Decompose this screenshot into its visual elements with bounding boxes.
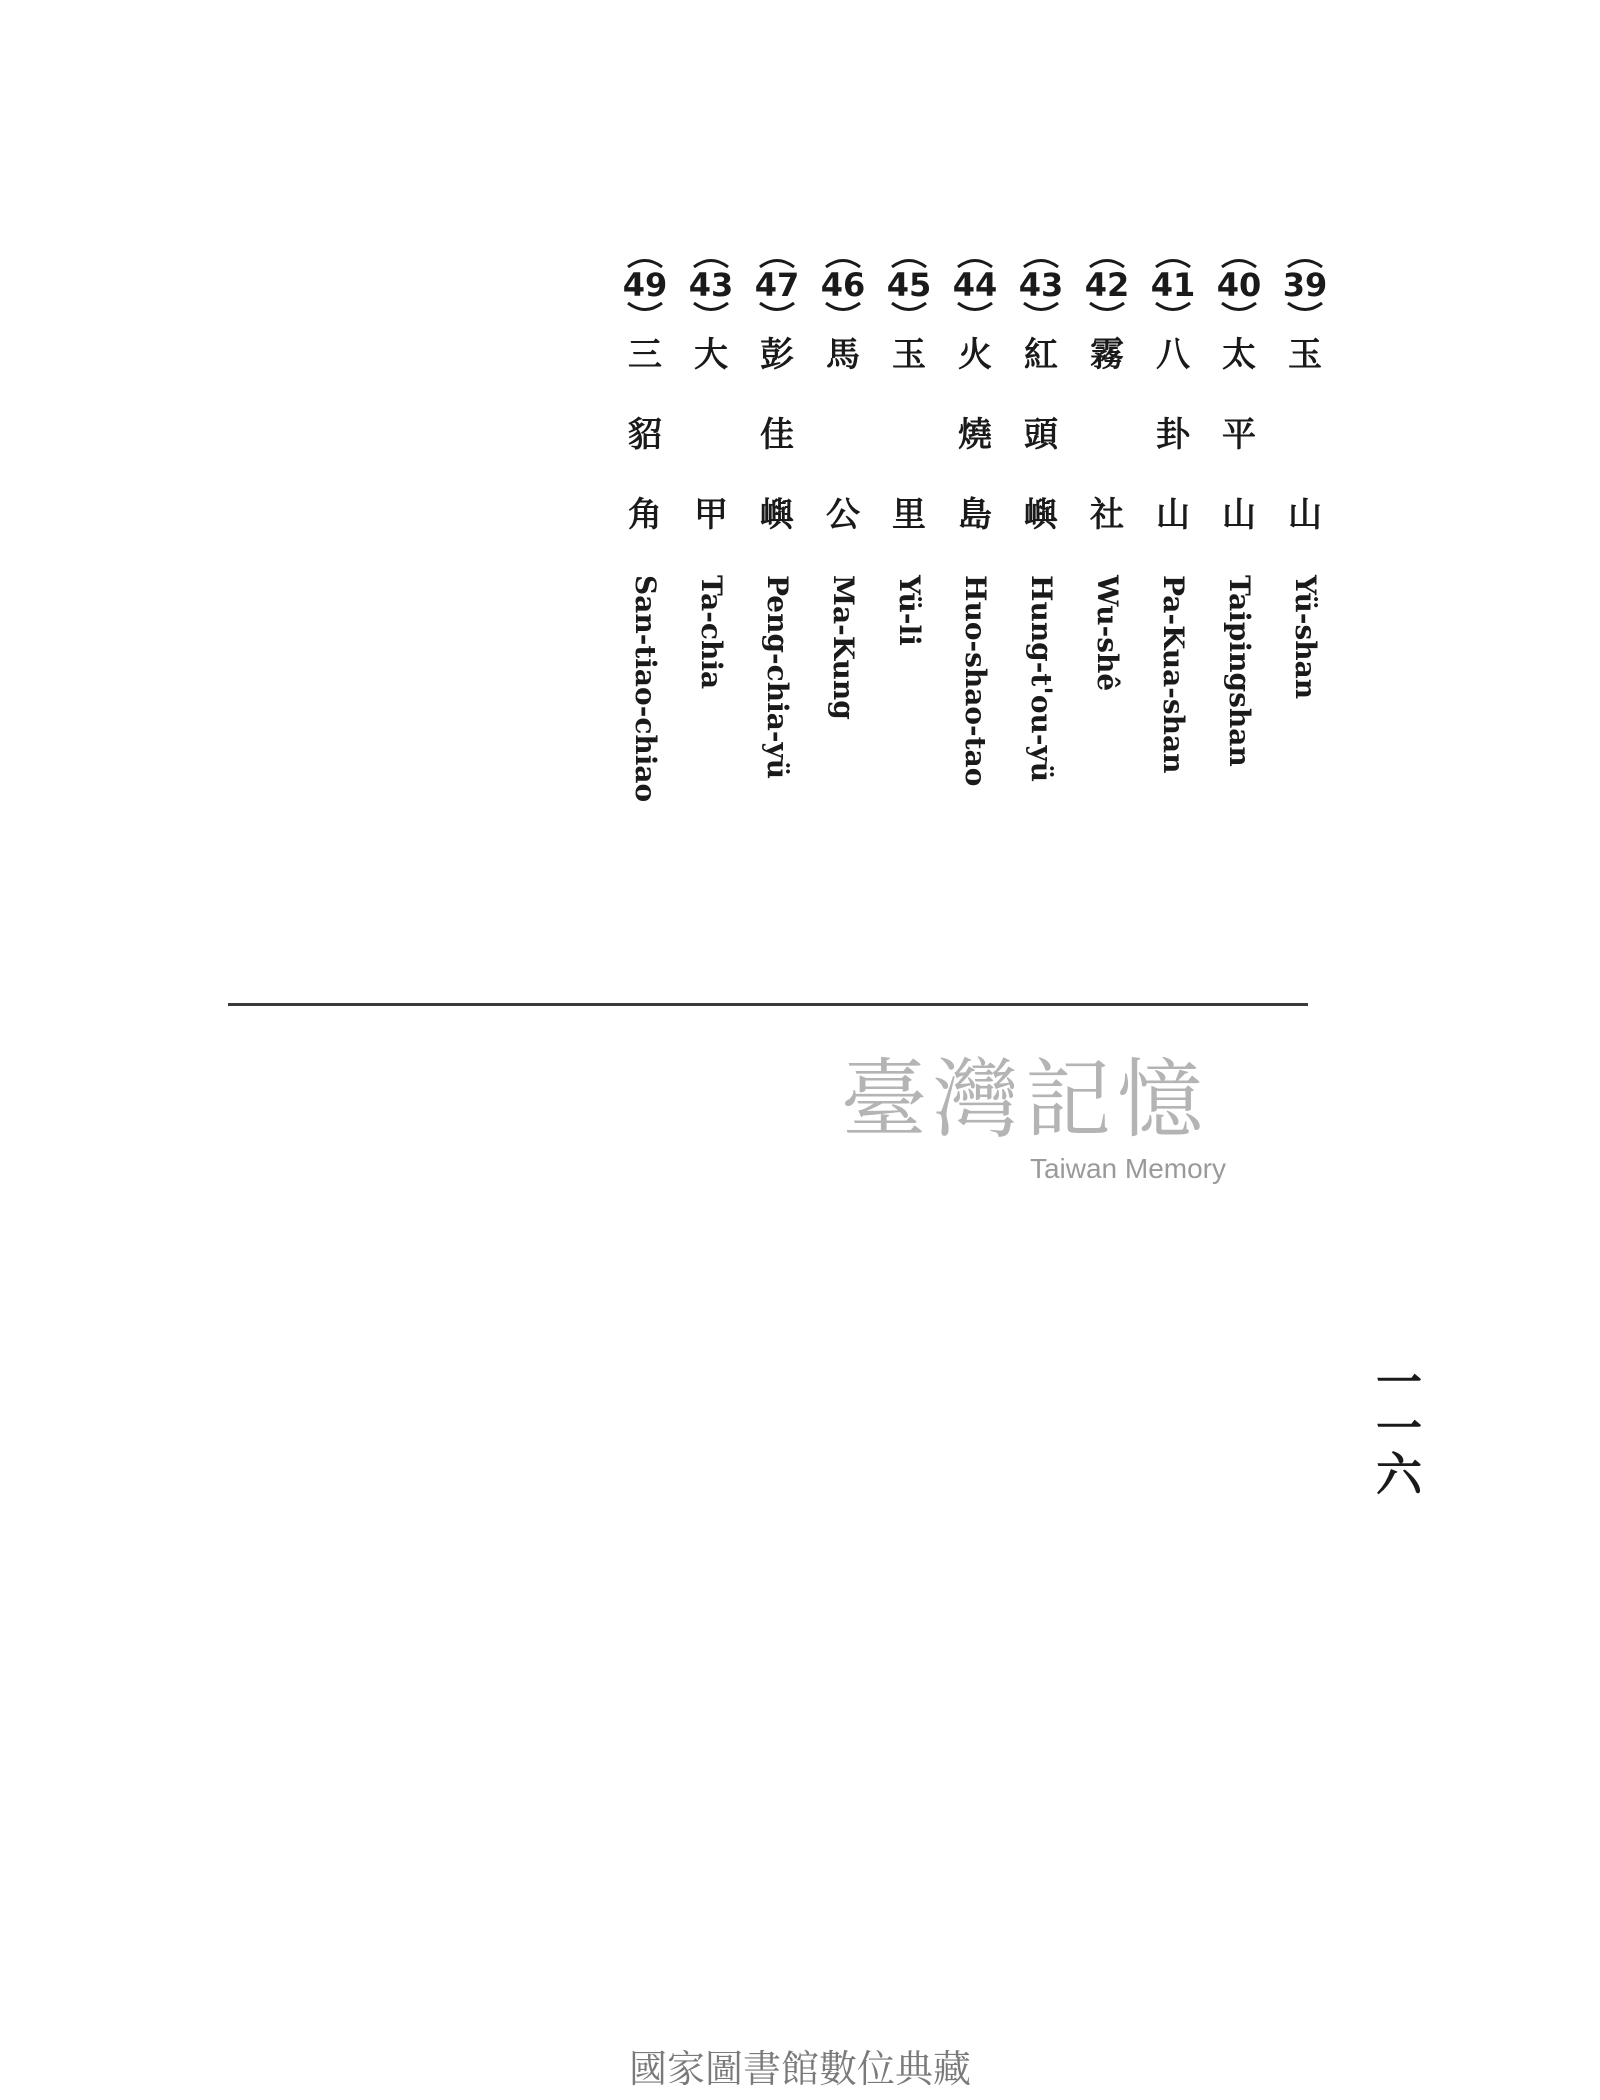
entry-number-text: 43 (1018, 266, 1064, 304)
entry-number (1145, 245, 1201, 325)
paren-bottom-icon (625, 302, 665, 314)
entry-character: 彭 (760, 335, 794, 375)
entry-chinese-name (815, 335, 871, 535)
paren-bottom-icon (955, 302, 995, 314)
entry-character: 太 (1222, 335, 1256, 375)
place-entry (749, 245, 805, 825)
paren-bottom-icon (823, 302, 863, 314)
entry-chinese-name (1211, 335, 1267, 535)
entry-number (947, 245, 1003, 325)
entry-number-text: 42 (1084, 266, 1130, 304)
paren-bottom-icon (1219, 302, 1259, 314)
entry-character: 火 (958, 335, 992, 375)
entry-number (815, 245, 871, 325)
entry-chinese-name (1079, 335, 1135, 535)
entry-character: 佳 (760, 415, 794, 455)
place-entry (881, 245, 937, 825)
place-entry (1079, 245, 1135, 825)
entry-character: 角 (628, 495, 662, 535)
entry-chinese-name (1145, 335, 1201, 535)
entry-number (749, 245, 805, 325)
entry-number (1211, 245, 1267, 325)
entry-chinese-name (749, 335, 805, 535)
place-entry (617, 245, 673, 825)
entry-chinese-name (683, 335, 739, 535)
entry-character: 公 (826, 495, 860, 535)
entry-number-text: 45 (886, 266, 932, 304)
paren-bottom-icon (1087, 302, 1127, 314)
entry-character: 嶼 (760, 495, 794, 535)
entry-number-text: 40 (1216, 266, 1262, 304)
entry-number-text: 49 (622, 266, 668, 304)
entry-character: 大 (694, 335, 728, 375)
entry-number (881, 245, 937, 325)
place-entry (683, 245, 739, 825)
entry-romanized-name: Wu-shê (1091, 575, 1124, 692)
entry-character: 玉 (892, 335, 926, 375)
entry-character: 三 (628, 335, 662, 375)
entry-chinese-name (617, 335, 673, 535)
entry-chinese-name (881, 335, 937, 535)
taiwan-memory-watermark (790, 1045, 1260, 1205)
entry-number-text: 41 (1150, 266, 1196, 304)
place-entry (815, 245, 871, 825)
entry-number (1079, 245, 1135, 325)
place-entry (1145, 245, 1201, 825)
entry-number-text: 39 (1282, 266, 1328, 304)
entry-romanized-name: Taipingshan (1223, 575, 1256, 767)
entry-romanized-name: Peng-chia-yü (761, 575, 794, 780)
entry-number-text: 44 (952, 266, 998, 304)
entry-character: 卦 (1156, 415, 1190, 455)
horizontal-rule (228, 1003, 1308, 1006)
place-entry (1013, 245, 1069, 825)
entry-character: 山 (1288, 495, 1322, 535)
paren-bottom-icon (691, 302, 731, 314)
entry-character: 紅 (1024, 335, 1058, 375)
entry-character: 馬 (826, 335, 860, 375)
entry-character: 里 (892, 495, 926, 535)
entry-number (1013, 245, 1069, 325)
entry-romanized-name: San-tiao-chiao (629, 575, 662, 803)
entry-number-text: 43 (688, 266, 734, 304)
footer-collection-label: 國家圖書館數位典藏 (628, 2047, 971, 2091)
place-entry (947, 245, 1003, 825)
entry-chinese-name (1013, 335, 1069, 535)
entry-number (617, 245, 673, 325)
entry-character: 霧 (1090, 335, 1124, 375)
watermark-chinese: 臺灣記憶 (841, 1050, 1209, 1150)
entry-character: 貂 (628, 415, 662, 455)
paren-bottom-icon (1285, 302, 1325, 314)
entry-chinese-name (1277, 335, 1333, 535)
entry-romanized-name: Pa-Kua-shan (1157, 575, 1190, 774)
entry-romanized-name: Yü-li (893, 575, 926, 646)
entry-character: 平 (1222, 415, 1256, 455)
entry-number (683, 245, 739, 325)
entry-character: 八 (1156, 335, 1190, 375)
entry-character: 島 (958, 495, 992, 535)
entry-character: 甲 (694, 495, 728, 535)
entry-number (1277, 245, 1333, 325)
entry-character: 玉 (1288, 335, 1322, 375)
place-name-list (0, 0, 1600, 900)
watermark-english: Taiwan Memory (1029, 1153, 1226, 1184)
entry-romanized-name: Ma-Kung (827, 575, 860, 720)
entry-romanized-name: Ta-chia (695, 575, 728, 690)
entry-character: 山 (1156, 495, 1190, 535)
entry-number-text: 47 (754, 266, 800, 304)
entry-chinese-name (947, 335, 1003, 535)
entry-romanized-name: Yü-shan (1289, 575, 1322, 700)
entry-romanized-name: Hung-t'ou-yü (1025, 575, 1058, 783)
entry-character: 山 (1222, 495, 1256, 535)
paren-bottom-icon (889, 302, 929, 314)
paren-bottom-icon (1153, 302, 1193, 314)
page-number: 一一六 (1369, 1358, 1423, 1496)
paren-bottom-icon (1021, 302, 1061, 314)
entry-character: 嶼 (1024, 495, 1058, 535)
entry-character: 燒 (958, 415, 992, 455)
place-entry (1211, 245, 1267, 825)
entry-character: 社 (1090, 495, 1124, 535)
entry-number-text: 46 (820, 266, 866, 304)
entry-character: 頭 (1024, 415, 1058, 455)
place-entry (1277, 245, 1333, 825)
paren-bottom-icon (757, 302, 797, 314)
entry-romanized-name: Huo-shao-tao (959, 575, 992, 787)
